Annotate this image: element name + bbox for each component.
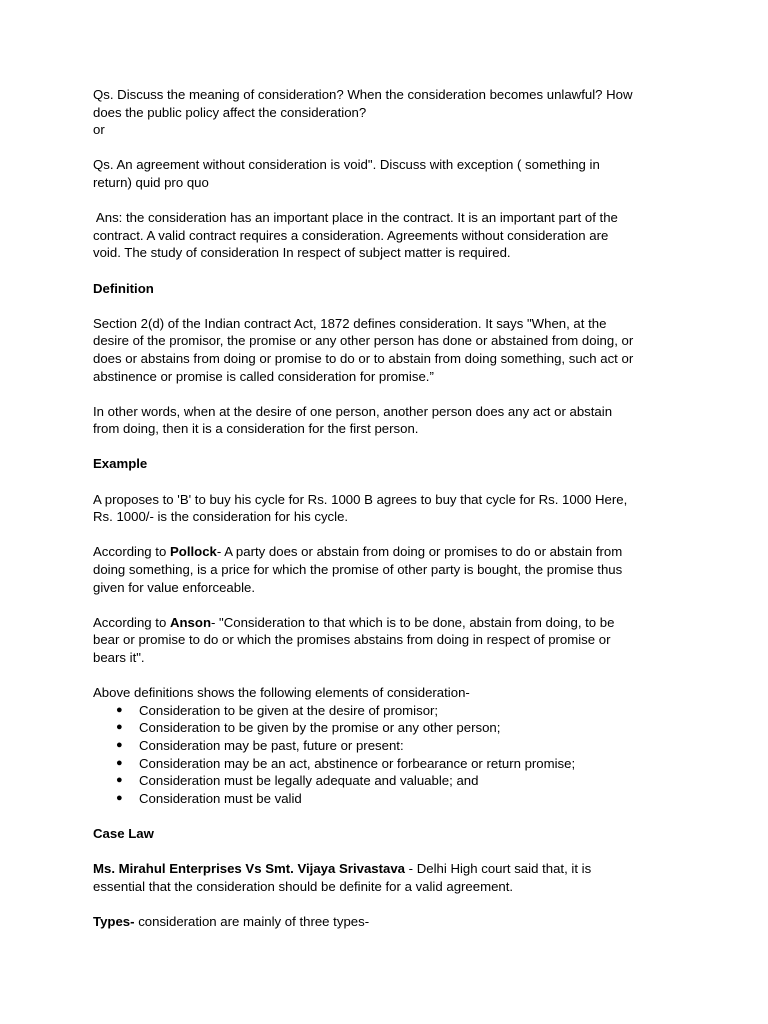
list-item-text: Consideration to be given by the promise or any other person; xyxy=(139,720,501,736)
bullet-icon: ● xyxy=(116,774,123,787)
list-item xyxy=(93,737,683,755)
list-item xyxy=(93,790,683,808)
section-line-4: abstinence or promise is called consideration for promise.” xyxy=(93,368,434,384)
example-heading: Example xyxy=(93,456,148,472)
answer-line-2: contract. A valid contract requires a consideration. Agreements without consideration are xyxy=(93,227,609,243)
pollock-prefix: According to xyxy=(93,544,170,560)
types-label: Types- xyxy=(93,913,135,929)
question-1-line-1: Qs. Discuss the meaning of consideration? When the consideration becomes unlawful? How xyxy=(93,87,633,102)
anson-prefix: According to xyxy=(93,614,170,630)
other-words-line-2: from doing, then it is a consideration for the first person. xyxy=(93,421,419,437)
definition-heading: Definition xyxy=(93,280,154,296)
example-line-1: A proposes to 'B' to buy his cycle for Rs. 1000 B agrees to buy that cycle for Rs. 1000 Here, xyxy=(93,491,628,507)
document-page xyxy=(93,86,683,931)
list-item-text: Consideration must be legally adequate and valuable; and xyxy=(139,773,479,789)
example-line-2: Rs. 1000/- is the consideration for his cycle. xyxy=(93,509,349,525)
question-1-line-2: does the public policy affect the consideration? xyxy=(93,104,367,120)
other-words-line-1: In other words, when at the desire of one person, another person does any act or abstain xyxy=(93,403,613,419)
bullet-icon: ● xyxy=(116,738,123,751)
elements-intro: Above definitions shows the following elements of consideration- xyxy=(93,685,470,701)
pollock-line-3: given for value enforceable. xyxy=(93,579,256,595)
anson-line-1 xyxy=(93,614,683,632)
section-line-2: desire of the promisor, the promise or any other person has done or abstained from doing, or xyxy=(93,333,634,349)
question-2-line-2: return) quid pro quo xyxy=(93,174,209,190)
list-item-text: Consideration may be past, future or present: xyxy=(139,737,404,753)
case-name: Ms. Mirahul Enterprises Vs Smt. Vijaya Srivastava xyxy=(93,861,406,877)
question-2-line-1: Qs. An agreement without consideration is void". Discuss with exception ( something in xyxy=(93,157,600,173)
list-item-text: Consideration must be valid xyxy=(139,790,302,806)
anson-first-rest: - "Consideration to that which is to be done, abstain from doing, to be xyxy=(211,614,615,630)
case-first-rest: - Delhi High court said that, it is xyxy=(405,861,592,877)
list-item-text: Consideration to be given at the desire of promisor; xyxy=(139,702,439,718)
bullet-icon: ● xyxy=(116,721,123,734)
or-separator: or xyxy=(93,122,105,138)
answer-line-1: Ans: the consideration has an important place in the contract. It is an important part of the xyxy=(93,210,618,226)
list-item xyxy=(93,702,683,720)
types-line xyxy=(93,913,683,931)
bullet-icon: ● xyxy=(116,756,123,769)
pollock-first-rest: - A party does or abstain from doing or promises to do or abstain from xyxy=(216,544,623,560)
case-line-2: essential that the consideration should be definite for a valid agreement. xyxy=(93,878,514,894)
list-item xyxy=(93,719,683,737)
anson-line-3: bears it". xyxy=(93,650,145,665)
pollock-line-2: doing something, is a price for which the promise of other party is bought, the promise thus xyxy=(93,562,623,578)
bullet-icon: ● xyxy=(116,791,123,804)
case-line-1 xyxy=(93,860,683,878)
anson-line-2: bear or promise to do or which the promises abstains from doing in respect of promise or xyxy=(93,632,611,648)
pollock-name: Pollock xyxy=(169,544,217,560)
section-line-3: does or abstains from doing or promise to do or to abstain from doing something, such act or xyxy=(93,350,634,366)
bullet-icon: ● xyxy=(116,703,123,716)
anson-name: Anson xyxy=(169,614,211,630)
section-line-1: Section 2(d) of the Indian contract Act, 1872 defines consideration. It says "When, at the xyxy=(93,315,607,331)
answer-line-3: void. The study of consideration In respect of subject matter is required. xyxy=(93,245,511,261)
list-item xyxy=(93,755,683,773)
list-item xyxy=(93,772,683,790)
pollock-line-1 xyxy=(93,543,683,561)
types-text: consideration are mainly of three types- xyxy=(134,913,370,929)
list-item-text: Consideration may be an act, abstinence or forbearance or return promise; xyxy=(139,755,576,771)
case-law-heading: Case Law xyxy=(93,825,154,841)
elements-list xyxy=(93,702,683,808)
